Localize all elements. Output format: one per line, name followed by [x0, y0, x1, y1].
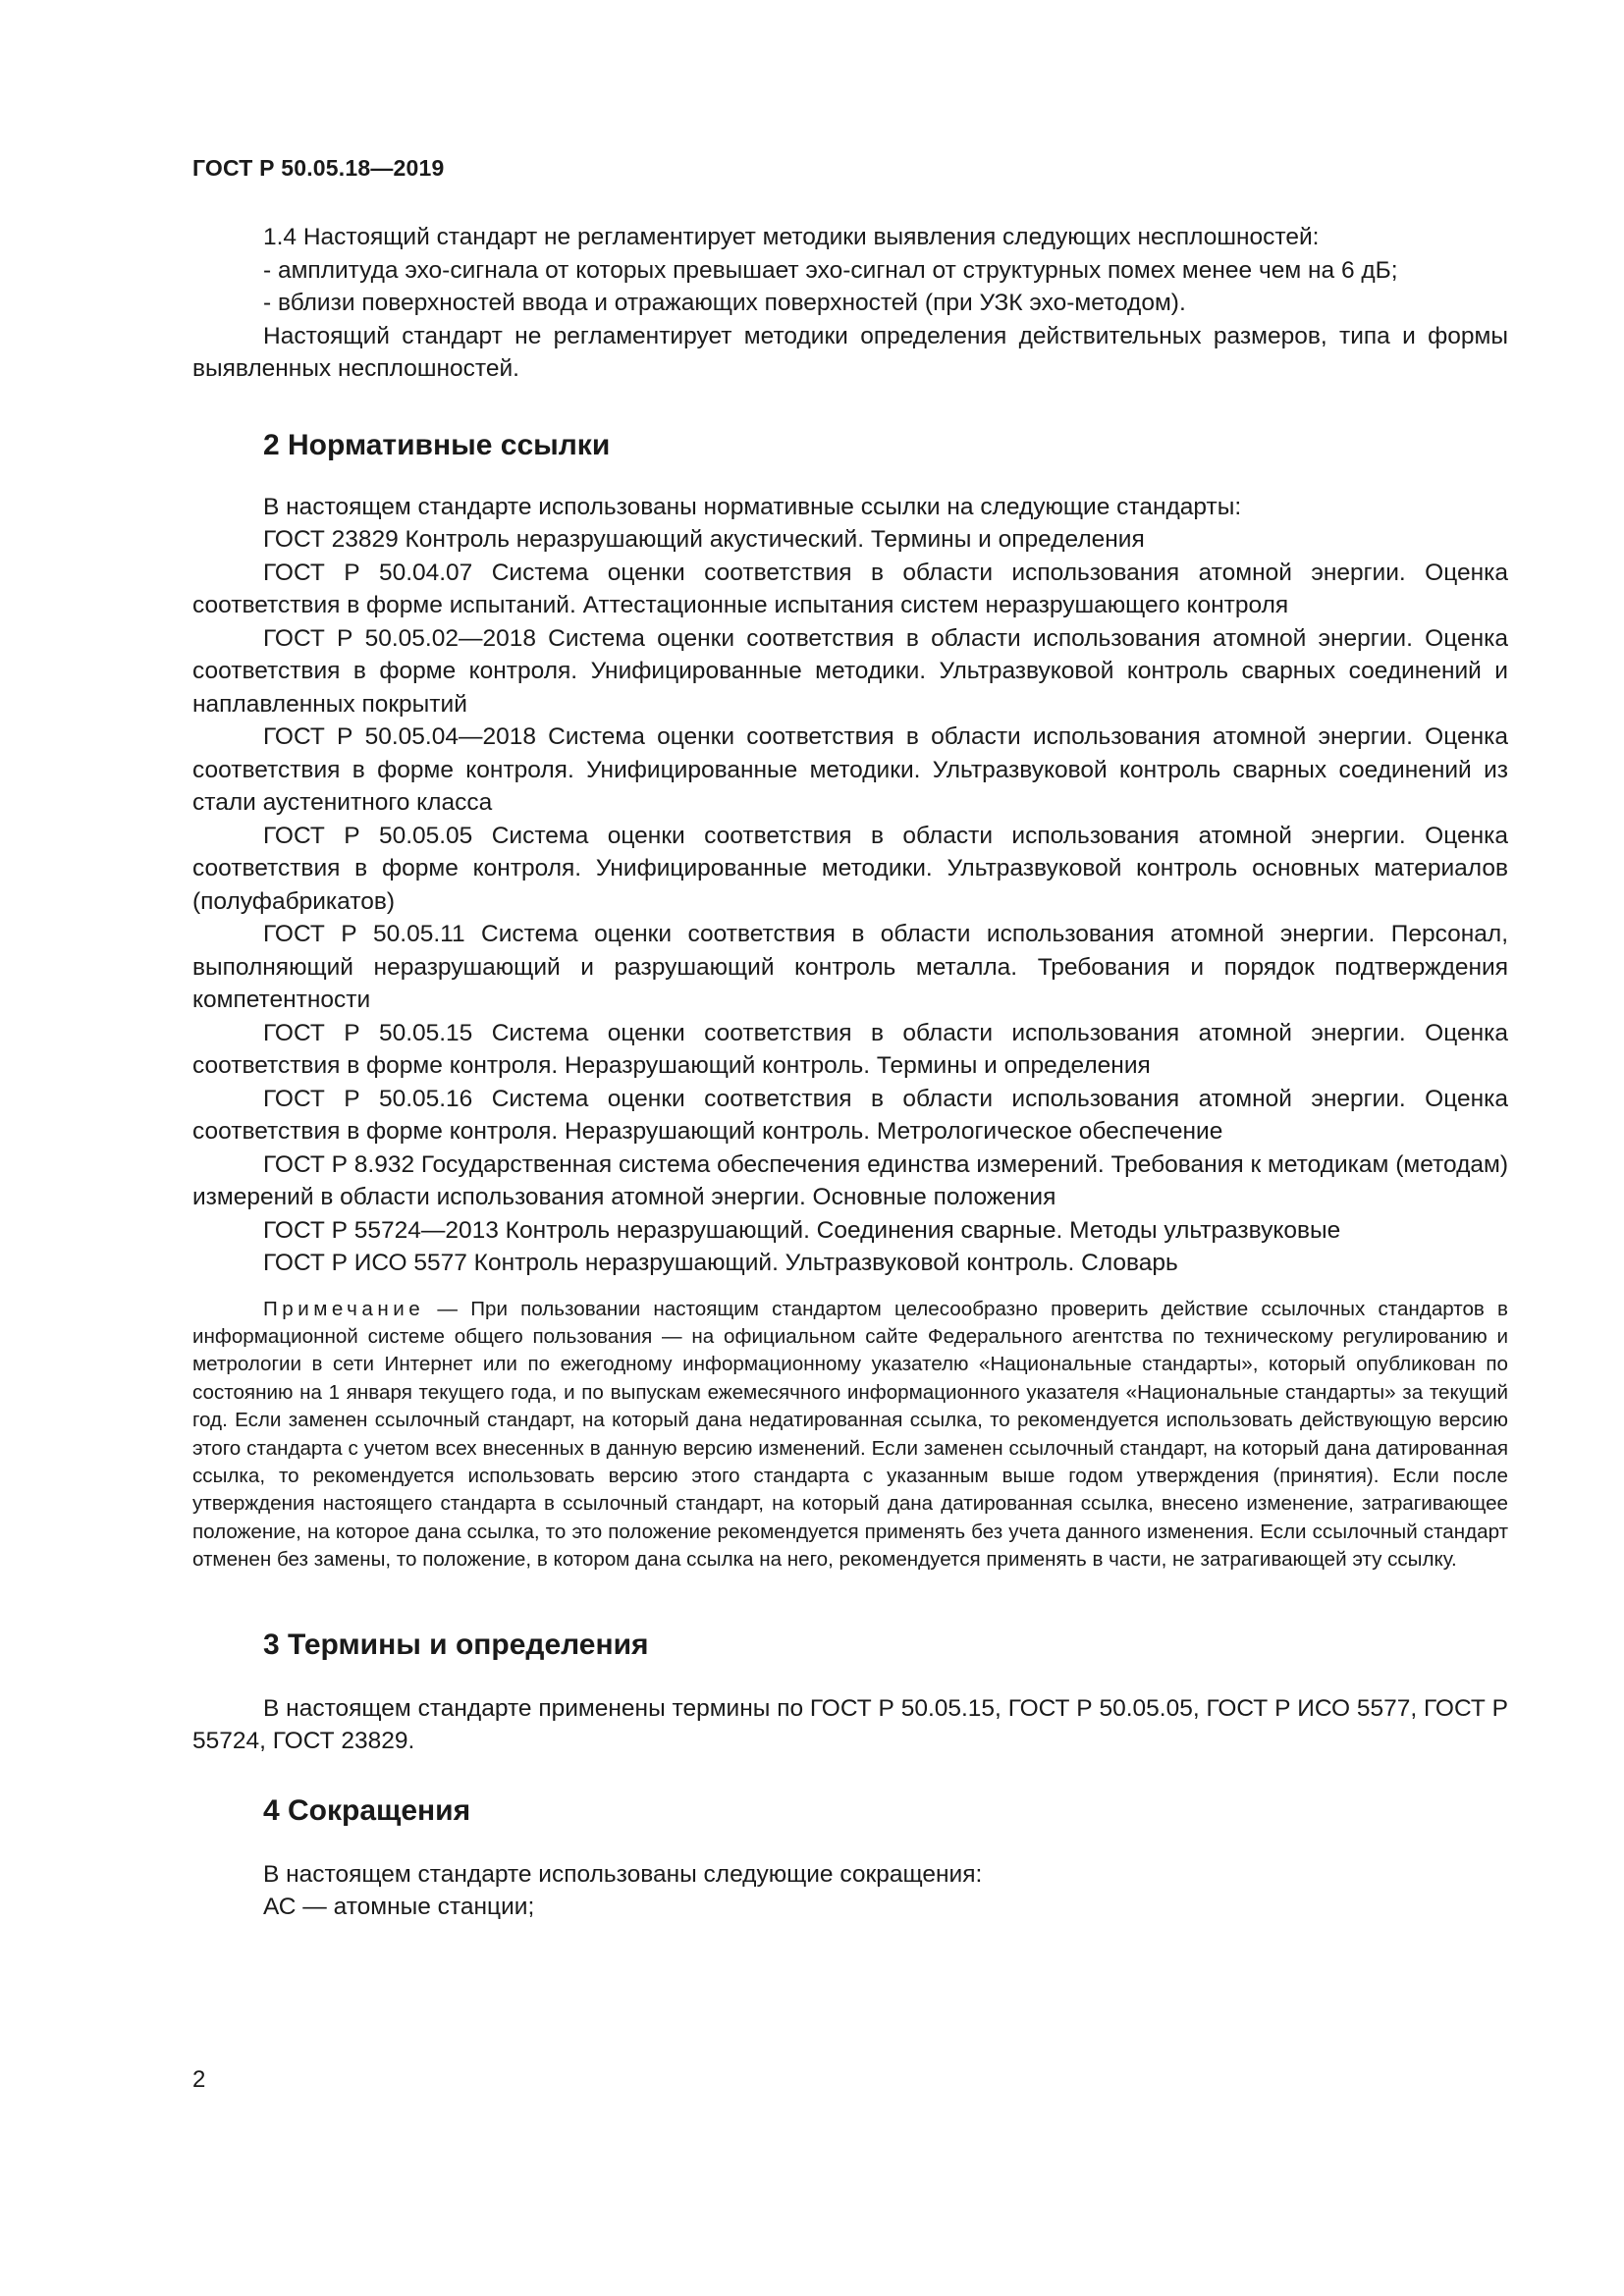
- note-block: [192, 1296, 1508, 1575]
- clause-1-4: 1.4 Настоящий стандарт не регламентирует методики выявления следующих несплошностей:: [263, 224, 1320, 250]
- reference-item: ГОСТ Р 50.04.07 Система оценки соответствия в области использования атомной энергии. Оценка соответствия в форме испытаний. Аттестационные испытания систем неразрушающего контроля: [192, 559, 1508, 618]
- note-text: — При пользовании настоящим стандартом целесообразно проверить действие ссылочных стандартов в информационной системе общего пользования — на официальном сайте Федерального агентства по техническому регулированию и метрологии в сети Интернет или по ежегодному информационному указателю «Национальные стандарты», который опубликован по состоянию на 1 января текущего года, и по выпускам ежемесячного информационного указателя «Национальные стандарты» за текущий год. Если заменен ссылочный стандарт, на который дана недатированная ссылка, то рекомендуется использовать действующую версию этого стандарта с учетом всех внесенных в данную версию изменений. Если заменен ссылочный стандарт, на который дана датированная ссылка, то рекомендуется использовать версию этого стандарта с указанным выше годом утверждения (принятия). Если после утверждения настоящего стандарта в ссылочный стандарт, на который дана датированная ссылка, внесено изменение, затрагивающее положение, на которое дана ссылка, то это положение рекомендуется применять без учета данного изменения. Если ссылочный стандарт отменен без замены, то положение, в котором дана ссылка на него, рекомендуется применять в части, не затрагивающей эту ссылку.: [192, 1297, 1508, 1572]
- running-header: ГОСТ Р 50.05.18—2019: [192, 155, 445, 181]
- section-heading-normative-references: 2 Нормативные ссылки: [263, 428, 611, 461]
- reference-item: ГОСТ 23829 Контроль неразрушающий акустический. Термины и определения: [263, 526, 1145, 553]
- reference-item: ГОСТ Р 50.05.04—2018 Система оценки соответствия в области использования атомной энергии. Оценка соответствия в форме контроля. Унифицированные методики. Ультразвуковой контроль сварных соединений из стали аустенитного класса: [192, 723, 1508, 816]
- reference-item: ГОСТ Р 50.05.16 Система оценки соответствия в области использования атомной энергии. Оценка соответствия в форме контроля. Неразрушающий контроль. Метрологическое обеспечение: [192, 1085, 1508, 1145]
- abbreviation-item: АС — атомные станции;: [263, 1894, 535, 1921]
- abbreviations-intro: В настоящем стандарте использованы следующие сокращения:: [263, 1860, 983, 1888]
- reference-item: ГОСТ Р 55724—2013 Контроль неразрушающий. Соединения сварные. Методы ультразвуковые: [263, 1216, 1341, 1244]
- scope-paragraph: Настоящий стандарт не регламентирует методики определения действительных размеров, типа и формы выявленных несплошностей.: [192, 322, 1508, 382]
- section-heading-terms: 3 Термины и определения: [263, 1628, 649, 1661]
- list-item-echo-amplitude: - амплитуда эхо-сигнала от которых превышает эхо-сигнал от структурных помех менее чем на 6 дБ;: [263, 256, 1398, 284]
- reference-item: ГОСТ Р 50.05.15 Система оценки соответствия в области использования атомной энергии. Оценка соответствия в форме контроля. Неразрушающий контроль. Термины и определения: [192, 1019, 1508, 1079]
- reference-item: ГОСТ Р ИСО 5577 Контроль неразрушающий. Ультразвуковой контроль. Словарь: [263, 1250, 1178, 1276]
- reference-item: ГОСТ Р 50.05.05 Система оценки соответствия в области использования атомной энергии. Оценка соответствия в форме контроля. Унифицированные методики. Ультразвуковой контроль основных материалов (полуфабрикатов): [192, 822, 1508, 915]
- page-number: 2: [192, 2066, 206, 2093]
- normative-references-intro: В настоящем стандарте использованы нормативные ссылки на следующие стандарты:: [263, 493, 1242, 520]
- list-item-near-surfaces: - вблизи поверхностей ввода и отражающих поверхностей (при УЗК эхо-методом).: [263, 290, 1186, 316]
- reference-item: ГОСТ Р 50.05.02—2018 Система оценки соответствия в области использования атомной энергии. Оценка соответствия в форме контроля. Унифицированные методики. Ультразвуковой контроль сварных соединений и наплавленных покрытий: [192, 624, 1508, 718]
- reference-item: ГОСТ Р 8.932 Государственная система обеспечения единства измерений. Требования к методикам (методам) измерений в области использования атомной энергии. Основные положения: [192, 1150, 1508, 1210]
- reference-item: ГОСТ Р 50.05.11 Система оценки соответствия в области использования атомной энергии. Персонал, выполняющий неразрушающий и разрушающий контроль металла. Требования и порядок подтверждения компетентности: [192, 921, 1508, 1013]
- terms-paragraph: В настоящем стандарте применены термины по ГОСТ Р 50.05.15, ГОСТ Р 50.05.05, ГОСТ Р ИСО 5577, ГОСТ Р 55724, ГОСТ 23829.: [192, 1694, 1508, 1755]
- section-heading-abbreviations: 4 Сокращения: [263, 1793, 471, 1827]
- page-content: [192, 221, 1508, 1924]
- note-label: Примечание: [263, 1297, 425, 1320]
